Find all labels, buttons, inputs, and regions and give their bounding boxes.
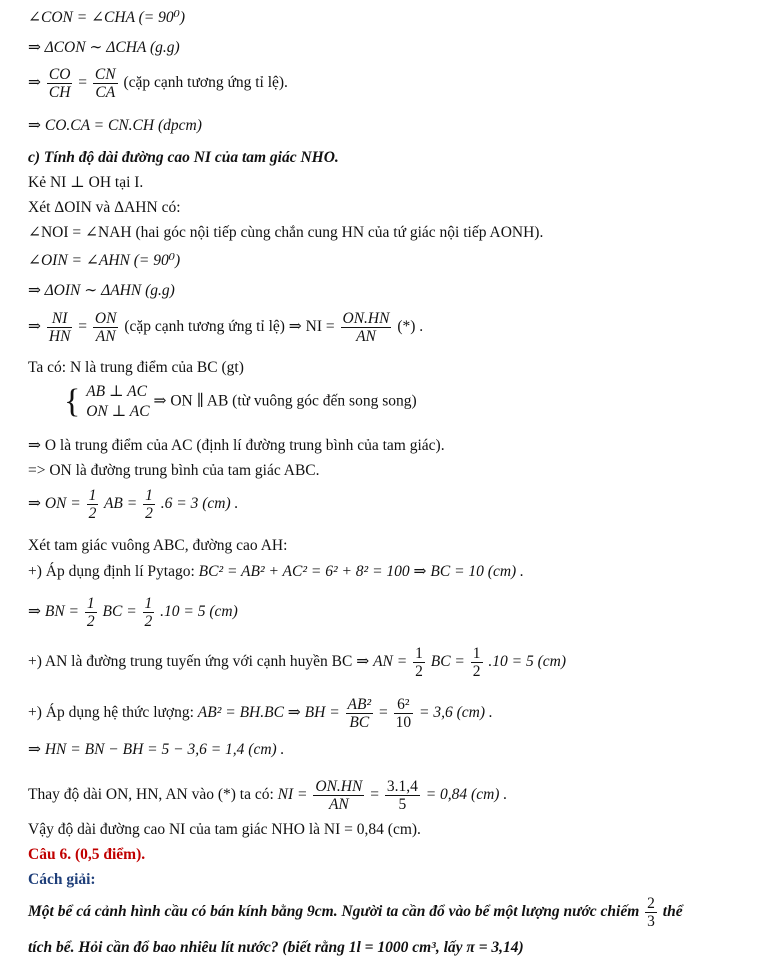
fraction-onhn-an xyxy=(313,778,364,813)
equation-bn-value xyxy=(28,595,238,630)
problem-text-end: thể xyxy=(662,903,683,921)
numerator: CO xyxy=(48,66,71,83)
equation-coca-cnch: ⇒ CO.CA = CN.CH (dpcm) xyxy=(28,117,202,134)
equation-result: = 3,6 (cm) . xyxy=(419,704,493,722)
question-6-heading: Câu 6. (0,5 điểm). xyxy=(28,846,146,863)
numerator: 1 xyxy=(86,595,95,612)
text-median-an xyxy=(28,645,566,680)
text-angle-noi-nah: ∠NOI = ∠NAH (hai góc nội tiếp cùng chắn cung HN của tứ giác nội tiếp AONH). xyxy=(28,224,544,241)
fraction-half xyxy=(471,645,483,680)
pythagoras-equation: BC² = AB² + AC² = 6² + 8² = 100 ⇒ BC = 10 (cm) . xyxy=(198,563,524,580)
equation-result: .10 = 5 (cm) xyxy=(488,653,567,671)
system-rows xyxy=(86,382,149,422)
equation-result: .10 = 5 (cm) xyxy=(160,603,238,621)
numerator: ON.HN xyxy=(342,310,390,327)
problem-text-line-2: tích bể. Hỏi cần đổ bao nhiêu lít nước? (biết rằng 1l = 1000 cm³, lấy π = 3,14) xyxy=(28,939,524,956)
equation-angle-oin-ahn: ∠OIN = ∠AHN (= 90⁰) xyxy=(28,252,181,269)
fraction-half xyxy=(143,487,155,522)
denominator: 2 xyxy=(144,613,153,630)
text-construct-ni: Kẻ NI ⊥ OH tại I. xyxy=(28,174,144,191)
equation-similar-con-cha: ⇒ ΔCON ∼ ΔCHA (g.g) xyxy=(28,39,180,56)
equation-result: .6 = 3 (cm) . xyxy=(160,495,239,513)
numerator: 3.1,4 xyxy=(386,778,418,795)
equals-sign: = xyxy=(78,318,88,336)
equation-prefix: AB² = BH.BC ⇒ BH = xyxy=(197,704,340,722)
fraction-half xyxy=(143,595,155,630)
equation-prefix: NI = xyxy=(277,786,308,804)
text-consider-triangles: Xét ΔOIN và ΔAHN có: xyxy=(28,199,181,216)
equation-system-perpendicular xyxy=(64,382,417,422)
metric-label: +) Áp dụng hệ thức lượng: xyxy=(28,704,198,722)
denominator: 5 xyxy=(398,796,407,813)
equals-sign: = xyxy=(379,704,388,722)
problem-text-line-1 xyxy=(28,895,683,930)
equation-similar-oin-ahn: ⇒ ΔOIN ∼ ΔAHN (g.g) xyxy=(28,282,175,299)
denominator: HN xyxy=(48,328,71,345)
equation-angle-con-cha: ∠CON = ∠CHA (= 90⁰) xyxy=(28,9,186,26)
system-conclusion: ⇒ ON ∥ AB (từ vuông góc đến song song) xyxy=(153,392,417,410)
text-conclusion: Vậy độ dài đường cao NI của tam giác NHO là NI = 0,84 (cm). xyxy=(28,821,421,838)
numerator: 1 xyxy=(144,595,153,612)
text-right-triangle: Xét tam giác vuông ABC, đường cao AH: xyxy=(28,537,288,554)
system-row-2: ON ⊥ AC xyxy=(86,403,150,420)
denominator: 10 xyxy=(395,714,412,731)
brace-symbol: { xyxy=(64,383,81,420)
text-pythagoras xyxy=(28,562,524,582)
solution-heading: Cách giải: xyxy=(28,871,96,888)
problem-text: Một bể cá cảnh hình cầu có bán kính bằng 9cm. Người ta cần đổ vào bể một lượng nước chiếm xyxy=(28,903,640,921)
note-text: (cặp cạnh tương ứng tỉ lệ). xyxy=(123,74,288,92)
substitute-label: Thay độ dài ON, HN, AN vào (*) ta có: xyxy=(28,786,278,804)
fraction-36-10 xyxy=(394,696,414,731)
equation-ratio-co-ch xyxy=(28,66,288,101)
text-metric-relation xyxy=(28,696,493,731)
numerator: 1 xyxy=(145,487,153,504)
system-row-1: AB ⊥ AC xyxy=(86,383,147,400)
numerator: 2 xyxy=(647,895,655,912)
text-on-midline: => ON là đường trung bình của tam giác ABC. xyxy=(28,462,320,479)
fraction-half xyxy=(87,487,99,522)
equation-prefix: AN = xyxy=(373,653,408,671)
text-substitute xyxy=(28,778,507,813)
numerator: 6² xyxy=(394,696,414,714)
equation-hn-value: ⇒ HN = BN − BH = 5 − 3,6 = 1,4 (cm) . xyxy=(28,741,285,758)
numerator: 1 xyxy=(415,645,423,662)
equals-sign: = xyxy=(78,74,88,92)
section-heading-c: c) Tính độ dài đường cao NI của tam giác NHO. xyxy=(28,149,339,166)
equation-result: = 0,84 (cm) . xyxy=(425,786,508,804)
label-star: (*) . xyxy=(397,318,424,336)
numerator: AB² xyxy=(347,696,372,713)
fraction-cn-ca xyxy=(93,66,118,101)
text-o-midpoint: ⇒ O là trung điểm của AC (định lí đường trung bình của tam giác). xyxy=(28,437,445,454)
equation-ratio-ni-hn xyxy=(28,310,423,345)
text-n-midpoint: Ta có: N là trung điểm của BC (gt) xyxy=(28,359,244,376)
denominator: AN xyxy=(95,328,116,345)
fraction-co-ch xyxy=(47,66,73,101)
equation-on-value xyxy=(28,487,238,522)
denominator: 3 xyxy=(647,913,655,930)
denominator: CA xyxy=(95,84,116,101)
equation-middle: BC = xyxy=(430,653,465,671)
median-label: +) AN là đường trung tuyến ứng với cạnh huyền BC ⇒ xyxy=(28,653,374,671)
numerator: 1 xyxy=(472,645,481,662)
denominator: BC xyxy=(349,714,370,731)
denominator: CH xyxy=(48,84,71,101)
denominator: 2 xyxy=(88,505,97,522)
fraction-onhn-an xyxy=(341,310,392,345)
denominator: 2 xyxy=(145,505,153,522)
denominator: AN xyxy=(328,796,349,813)
pythagoras-label: +) Áp dụng định lí Pytago: xyxy=(28,563,199,580)
numerator: NI xyxy=(47,310,73,328)
equals-sign: = xyxy=(370,786,379,804)
equation-middle: BC = xyxy=(102,603,137,621)
fraction-on-an xyxy=(93,310,119,345)
equation-middle: AB = xyxy=(103,495,138,513)
fraction-ni-hn xyxy=(47,310,73,345)
fraction-half xyxy=(85,595,97,630)
numerator: CN xyxy=(94,66,116,83)
denominator: 2 xyxy=(415,663,423,680)
denominator: 2 xyxy=(472,663,481,680)
denominator: AN xyxy=(356,328,376,345)
implies-symbol: ⇒ xyxy=(28,318,41,336)
fraction-half xyxy=(413,645,425,680)
fraction-value xyxy=(385,778,420,813)
fraction-two-thirds xyxy=(645,895,657,930)
implies-symbol: ⇒ xyxy=(28,74,41,92)
equation-prefix: ⇒ ON = xyxy=(28,495,81,513)
numerator: 1 xyxy=(88,487,97,504)
fraction-ab2-bc xyxy=(346,696,374,731)
denominator: 2 xyxy=(86,613,95,630)
numerator: ON xyxy=(94,310,117,327)
numerator: ON.HN xyxy=(315,778,363,795)
note-text: (cặp cạnh tương ứng tỉ lệ) ⇒ NI = xyxy=(124,318,335,336)
equation-prefix: ⇒ BN = xyxy=(28,603,80,621)
